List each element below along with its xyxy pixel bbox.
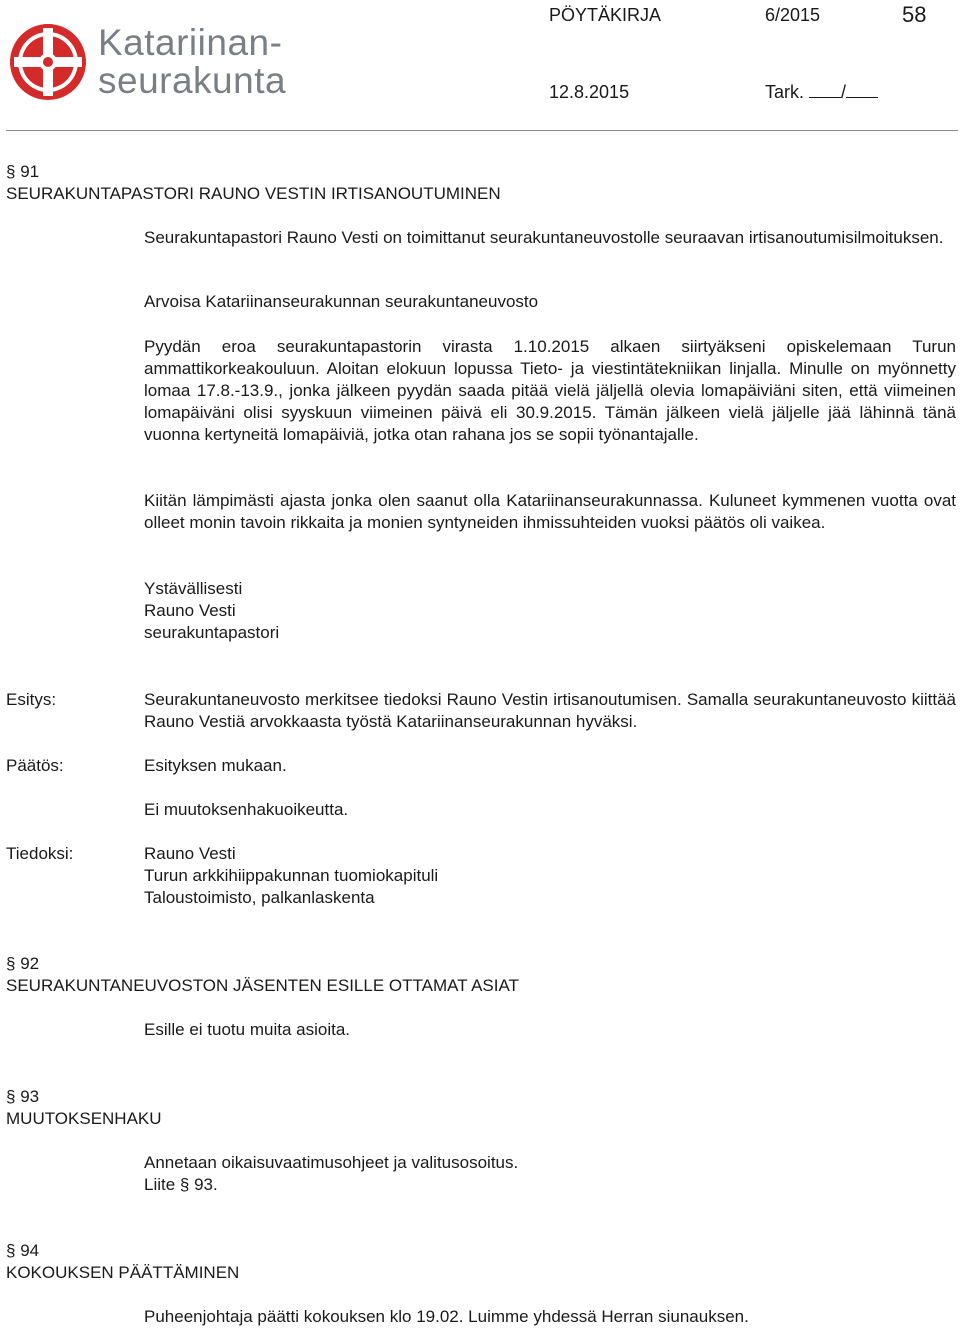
letter-salutation: Arvoisa Katariinanseurakunnan seurakuntaneuvosto	[144, 292, 539, 311]
tiedoksi-list	[144, 843, 956, 909]
esitys-label: Esitys:	[6, 690, 57, 709]
section-92-heading	[6, 953, 519, 997]
review-separator: /	[841, 82, 847, 102]
review-field	[765, 81, 878, 103]
letter-paragraph-1: Pyydän eroa seurakuntapastorin virasta 1.10.2015 alkaen siirtyäkseni opiskelemaan Turun ammattikorkeakouluun. Aloitan elokuun lopussa Tieto- ja viestintätekniikan linjalla. Minulle on myönnetty lomaa 17.8.-13.9., jonka jälkeen pyydän saada pitää vielä jäljellä olevia lomapäiviäni siten, että viimeinen lomapäiväni olisi syyskuun viimeinen päivä eli 30.9.2015. Tämän jälkeen vielä jäljelle jää lähinnä tänä vuonna kertyneitä lomapäiviä, jotka otan rahana jos se sopii työnantajalle.	[144, 337, 956, 444]
closing-line: Rauno Vesti	[144, 601, 236, 620]
meeting-date: 12.8.2015	[549, 82, 630, 102]
paatos-label: Päätös:	[6, 756, 64, 775]
section-93-text	[144, 1152, 956, 1196]
section-number: 91	[20, 162, 40, 181]
header-divider	[6, 130, 958, 131]
tiedoksi-item: Rauno Vesti	[144, 844, 236, 863]
section-number: 94	[20, 1241, 40, 1260]
doc-type: PÖYTÄKIRJA	[549, 5, 662, 25]
section-title: KOKOUKSEN PÄÄTTÄMINEN	[6, 1263, 240, 1282]
section-91-intro: Seurakuntapastori Rauno Vesti on toimittanut seurakuntaneuvostolle seuraavan irtisanoutumisilmoituksen.	[144, 228, 944, 247]
section-94-text: Puheenjohtaja päätti kokouksen klo 19.02. Luimme yhdessä Herran siunauksen.	[144, 1307, 749, 1326]
section-title: SEURAKUNTAPASTORI RAUNO VESTIN IRTISANOUTUMINEN	[6, 184, 501, 203]
review-blank-1	[809, 81, 841, 98]
letter-paragraph-2: Kiitän lämpimästi ajasta jonka olen saanut olla Katariinanseurakunnassa. Kuluneet kymmenen vuotta ovat olleet monin tavoin rikkaita ja monien syntyneiden ihmissuhteiden vuoksi päätös oli vaikea.	[144, 491, 956, 532]
tiedoksi-item: Taloustoimisto, palkanlaskenta	[144, 888, 375, 907]
section-91-heading	[6, 161, 501, 205]
page-number: 58	[902, 2, 927, 27]
doc-number: 6/2015	[765, 5, 821, 25]
section-symbol: §	[6, 162, 16, 181]
logo-line-1: Katariinan-	[98, 22, 283, 63]
parish-name-logo	[98, 24, 286, 100]
section-93-line: Liite § 93.	[144, 1175, 218, 1194]
section-title: MUUTOKSENHAKU	[6, 1109, 162, 1128]
section-93-line: Annetaan oikaisuvaatimusohjeet ja valitusosoitus.	[144, 1153, 519, 1172]
section-92-text: Esille ei tuotu muita asioita.	[144, 1020, 350, 1039]
section-number: 92	[20, 954, 40, 973]
section-title: SEURAKUNTANEUVOSTON JÄSENTEN ESILLE OTTAMAT ASIAT	[6, 976, 519, 995]
section-symbol: §	[6, 1241, 16, 1260]
paatos-text: Esityksen mukaan.	[144, 756, 287, 775]
tiedoksi-label: Tiedoksi:	[6, 844, 74, 863]
review-blank-2	[846, 81, 878, 98]
section-94-heading	[6, 1240, 239, 1284]
section-symbol: §	[6, 1087, 16, 1106]
parish-cross-logo-icon	[8, 22, 88, 102]
appeal-note: Ei muutoksenhakuoikeutta.	[144, 800, 349, 819]
closing-line: Ystävällisesti	[144, 579, 243, 598]
logo-line-2: seurakunta	[98, 60, 287, 101]
section-number: 93	[20, 1087, 40, 1106]
esitys-text: Seurakuntaneuvosto merkitsee tiedoksi Rauno Vestin irtisanoutumisen. Samalla seurakuntaneuvosto kiittää Rauno Vestiä arvokkaasta työstä Katariinanseurakunnan hyväksi.	[144, 690, 956, 731]
closing-line: seurakuntapastori	[144, 623, 280, 642]
tiedoksi-item: Turun arkkihiippakunnan tuomiokapituli	[144, 866, 439, 885]
review-label: Tark.	[765, 82, 805, 102]
letter-closing	[144, 578, 956, 644]
section-93-heading	[6, 1086, 162, 1130]
section-symbol: §	[6, 954, 16, 973]
